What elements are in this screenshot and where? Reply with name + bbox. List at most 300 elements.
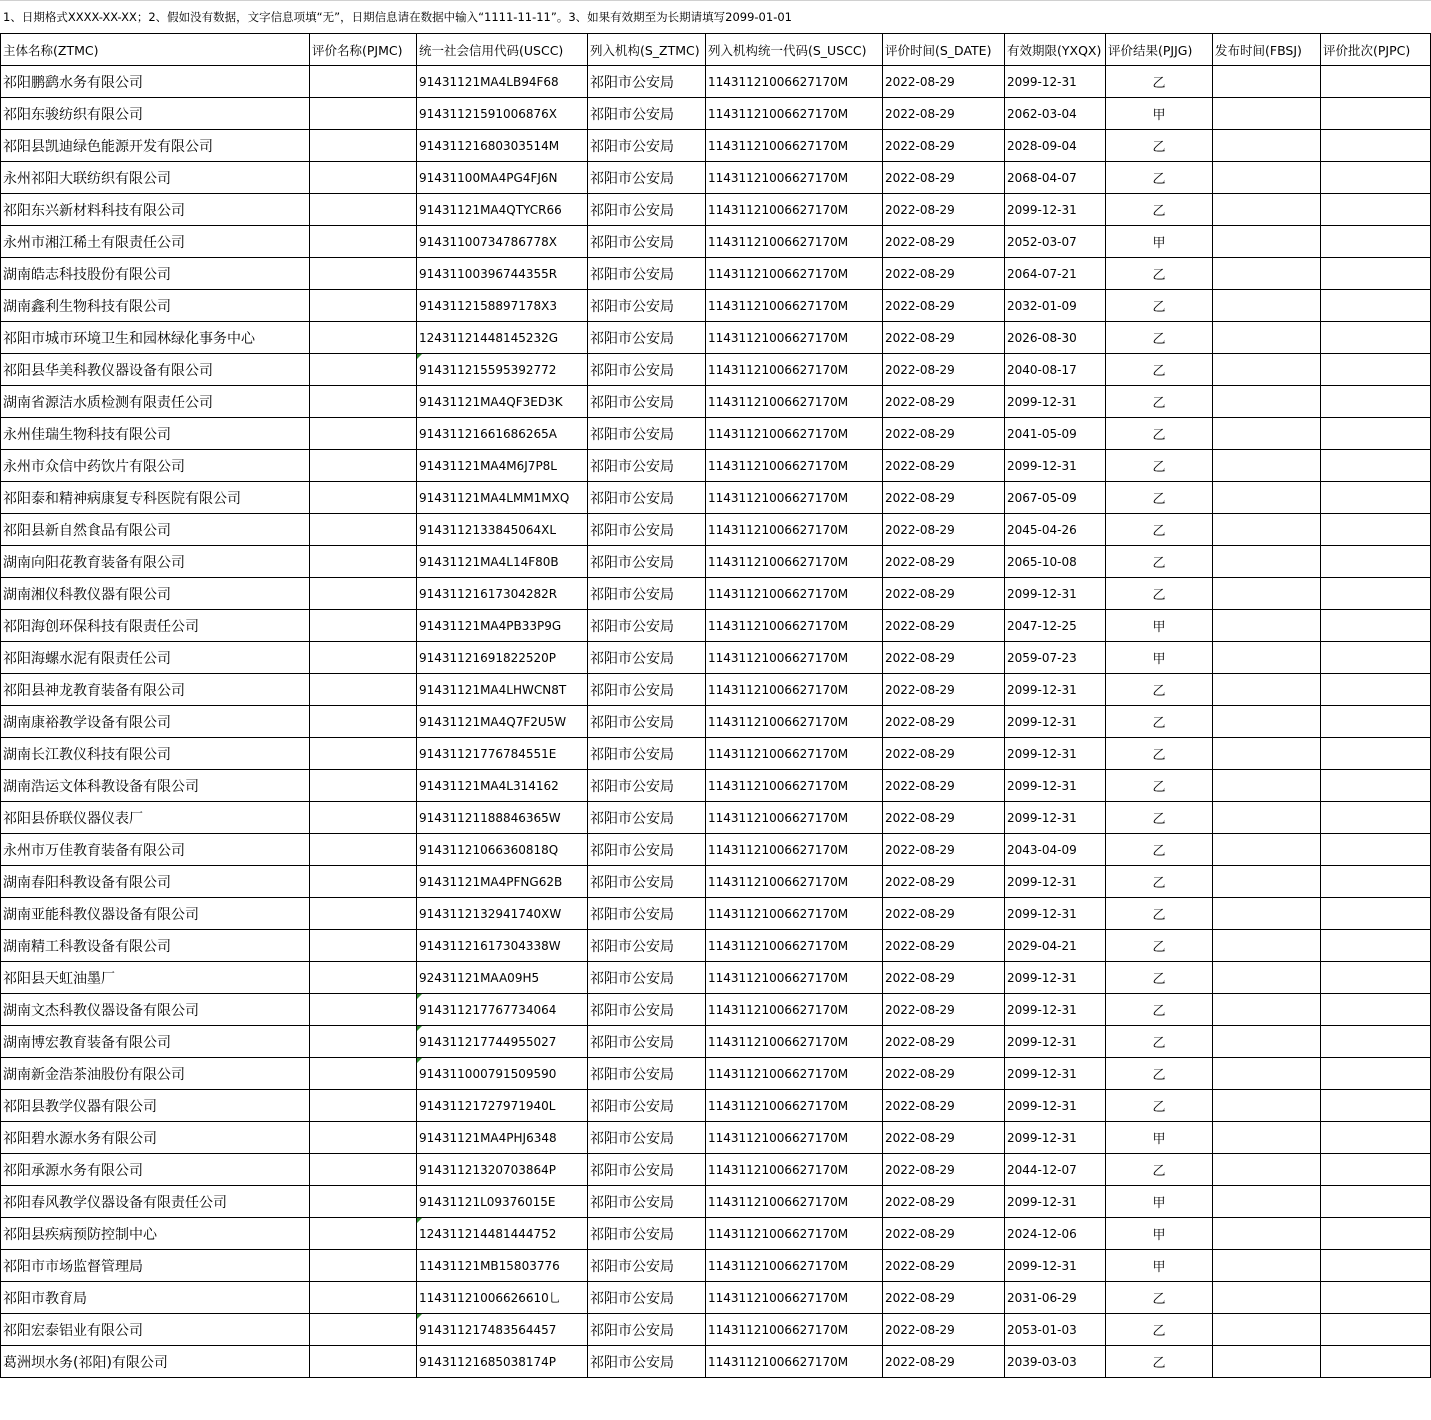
cell-evaluation-result[interactable]: 甲 <box>1106 642 1213 674</box>
cell-entity-name[interactable]: 湖南皓志科技股份有限公司 <box>1 258 310 290</box>
cell-listing-org[interactable]: 祁阳市公安局 <box>588 450 706 482</box>
cell-evaluation-date[interactable]: 2022-08-29 <box>883 610 1005 642</box>
cell-entity-name[interactable]: 湖南省源洁水质检测有限责任公司 <box>1 386 310 418</box>
cell-evaluation-batch[interactable] <box>1321 482 1431 514</box>
cell-evaluation-date[interactable]: 2022-08-29 <box>883 386 1005 418</box>
cell-evaluation-name[interactable] <box>310 898 417 930</box>
cell-evaluation-date[interactable]: 2022-08-29 <box>883 354 1005 386</box>
cell-credit-code[interactable]: 91431121MA4PB33P9G <box>417 610 588 642</box>
cell-evaluation-result[interactable]: 乙 <box>1106 770 1213 802</box>
cell-entity-name[interactable]: 祁阳县侨联仪器仪表厂 <box>1 802 310 834</box>
cell-validity[interactable]: 2059-07-23 <box>1005 642 1106 674</box>
cell-entity-name[interactable]: 祁阳海螺水泥有限责任公司 <box>1 642 310 674</box>
cell-evaluation-batch[interactable] <box>1321 1282 1431 1314</box>
cell-evaluation-result[interactable]: 乙 <box>1106 962 1213 994</box>
cell-evaluation-result[interactable]: 甲 <box>1106 610 1213 642</box>
cell-publish-time[interactable] <box>1213 354 1321 386</box>
cell-validity[interactable]: 2099-12-31 <box>1005 66 1106 98</box>
header-yxqx[interactable]: 有效期限(YXQX) <box>1005 34 1106 66</box>
cell-evaluation-name[interactable] <box>310 514 417 546</box>
cell-publish-time[interactable] <box>1213 1218 1321 1250</box>
cell-validity[interactable]: 2039-03-03 <box>1005 1346 1106 1378</box>
cell-publish-time[interactable] <box>1213 642 1321 674</box>
cell-evaluation-date[interactable]: 2022-08-29 <box>883 162 1005 194</box>
cell-validity[interactable]: 2099-12-31 <box>1005 450 1106 482</box>
cell-entity-name[interactable]: 祁阳县神龙教育装备有限公司 <box>1 674 310 706</box>
cell-listing-org[interactable]: 祁阳市公安局 <box>588 290 706 322</box>
cell-evaluation-name[interactable] <box>310 1186 417 1218</box>
cell-credit-code[interactable]: 91431121L09376015E <box>417 1186 588 1218</box>
cell-entity-name[interactable]: 湖南鑫利生物科技有限公司 <box>1 290 310 322</box>
cell-evaluation-date[interactable]: 2022-08-29 <box>883 1122 1005 1154</box>
cell-listing-org[interactable]: 祁阳市公安局 <box>588 1218 706 1250</box>
cell-listing-org[interactable]: 祁阳市公安局 <box>588 514 706 546</box>
cell-listing-org-code[interactable]: 11431121006627170M <box>706 386 883 418</box>
cell-validity[interactable]: 2099-12-31 <box>1005 1026 1106 1058</box>
cell-evaluation-result[interactable]: 甲 <box>1106 1250 1213 1282</box>
cell-evaluation-batch[interactable] <box>1321 610 1431 642</box>
cell-validity[interactable]: 2099-12-31 <box>1005 1090 1106 1122</box>
cell-entity-name[interactable]: 永州市万佳教育装备有限公司 <box>1 834 310 866</box>
cell-listing-org-code[interactable]: 11431121006627170M <box>706 514 883 546</box>
cell-evaluation-batch[interactable] <box>1321 162 1431 194</box>
header-s-uscc[interactable]: 列入机构统一代码(S_USCC) <box>706 34 883 66</box>
cell-evaluation-name[interactable] <box>310 418 417 450</box>
cell-evaluation-result[interactable]: 乙 <box>1106 866 1213 898</box>
cell-evaluation-date[interactable]: 2022-08-29 <box>883 1218 1005 1250</box>
cell-entity-name[interactable]: 湖南向阳花教育装备有限公司 <box>1 546 310 578</box>
cell-listing-org-code[interactable]: 11431121006627170M <box>706 418 883 450</box>
cell-validity[interactable]: 2099-12-31 <box>1005 1058 1106 1090</box>
cell-publish-time[interactable] <box>1213 1346 1321 1378</box>
cell-credit-code[interactable]: 11431121006626610乚 <box>417 1282 588 1314</box>
cell-listing-org[interactable]: 祁阳市公安局 <box>588 610 706 642</box>
cell-listing-org[interactable]: 祁阳市公安局 <box>588 866 706 898</box>
cell-publish-time[interactable] <box>1213 1058 1321 1090</box>
cell-listing-org[interactable]: 祁阳市公安局 <box>588 738 706 770</box>
instruction-note[interactable]: 1、日期格式XXXX-XX-XX；2、假如没有数据，文字信息项填“无”，日期信息请在数据中输入“1111-11-11”。3、如果有效期至为长期请填写2099-01-01 <box>0 0 1431 33</box>
cell-credit-code[interactable]: 9143112133845064XL <box>417 514 588 546</box>
cell-listing-org-code[interactable]: 11431121006627170M <box>706 802 883 834</box>
cell-validity[interactable]: 2099-12-31 <box>1005 386 1106 418</box>
cell-evaluation-result[interactable]: 乙 <box>1106 578 1213 610</box>
cell-listing-org[interactable]: 祁阳市公安局 <box>588 226 706 258</box>
cell-publish-time[interactable] <box>1213 386 1321 418</box>
cell-listing-org[interactable]: 祁阳市公安局 <box>588 674 706 706</box>
cell-evaluation-batch[interactable] <box>1321 418 1431 450</box>
cell-listing-org-code[interactable]: 11431121006627170M <box>706 1346 883 1378</box>
cell-credit-code[interactable]: 91431121MA4LMM1MXQ <box>417 482 588 514</box>
cell-listing-org[interactable]: 祁阳市公安局 <box>588 802 706 834</box>
cell-validity[interactable]: 2099-12-31 <box>1005 898 1106 930</box>
cell-entity-name[interactable]: 湖南亚能科教仪器设备有限公司 <box>1 898 310 930</box>
cell-evaluation-date[interactable]: 2022-08-29 <box>883 194 1005 226</box>
cell-listing-org-code[interactable]: 11431121006627170M <box>706 610 883 642</box>
cell-evaluation-name[interactable] <box>310 994 417 1026</box>
header-s-ztmc[interactable]: 列入机构(S_ZTMC) <box>588 34 706 66</box>
cell-credit-code[interactable]: 91431121MA4PFNG62B <box>417 866 588 898</box>
cell-evaluation-date[interactable]: 2022-08-29 <box>883 98 1005 130</box>
cell-evaluation-result[interactable]: 乙 <box>1106 1154 1213 1186</box>
cell-evaluation-name[interactable] <box>310 962 417 994</box>
cell-entity-name[interactable]: 湖南湘仪科教仪器有限公司 <box>1 578 310 610</box>
cell-validity[interactable]: 2028-09-04 <box>1005 130 1106 162</box>
cell-evaluation-result[interactable]: 乙 <box>1106 546 1213 578</box>
cell-publish-time[interactable] <box>1213 418 1321 450</box>
cell-evaluation-batch[interactable] <box>1321 770 1431 802</box>
cell-publish-time[interactable] <box>1213 674 1321 706</box>
cell-evaluation-batch[interactable] <box>1321 738 1431 770</box>
cell-listing-org[interactable]: 祁阳市公安局 <box>588 834 706 866</box>
cell-listing-org[interactable]: 祁阳市公安局 <box>588 578 706 610</box>
cell-validity[interactable]: 2099-12-31 <box>1005 674 1106 706</box>
cell-evaluation-result[interactable]: 乙 <box>1106 386 1213 418</box>
cell-evaluation-date[interactable]: 2022-08-29 <box>883 130 1005 162</box>
cell-publish-time[interactable] <box>1213 546 1321 578</box>
cell-evaluation-batch[interactable] <box>1321 962 1431 994</box>
cell-credit-code[interactable]: 9143112158897178X3 <box>417 290 588 322</box>
cell-evaluation-date[interactable]: 2022-08-29 <box>883 674 1005 706</box>
cell-validity[interactable]: 2062-03-04 <box>1005 98 1106 130</box>
cell-evaluation-date[interactable]: 2022-08-29 <box>883 66 1005 98</box>
cell-evaluation-name[interactable] <box>310 1282 417 1314</box>
cell-evaluation-result[interactable]: 乙 <box>1106 1090 1213 1122</box>
cell-evaluation-name[interactable] <box>310 258 417 290</box>
cell-listing-org-code[interactable]: 11431121006627170M <box>706 482 883 514</box>
cell-listing-org-code[interactable]: 11431121006627170M <box>706 322 883 354</box>
cell-evaluation-batch[interactable] <box>1321 130 1431 162</box>
cell-credit-code[interactable]: 124311214481444752 <box>417 1218 588 1250</box>
cell-evaluation-date[interactable]: 2022-08-29 <box>883 418 1005 450</box>
cell-listing-org[interactable]: 祁阳市公安局 <box>588 418 706 450</box>
cell-listing-org-code[interactable]: 11431121006627170M <box>706 194 883 226</box>
cell-evaluation-date[interactable]: 2022-08-29 <box>883 482 1005 514</box>
cell-validity[interactable]: 2099-12-31 <box>1005 994 1106 1026</box>
cell-validity[interactable]: 2026-08-30 <box>1005 322 1106 354</box>
cell-publish-time[interactable] <box>1213 770 1321 802</box>
cell-entity-name[interactable]: 湖南康裕教学设备有限公司 <box>1 706 310 738</box>
cell-publish-time[interactable] <box>1213 1282 1321 1314</box>
cell-listing-org[interactable]: 祁阳市公安局 <box>588 1090 706 1122</box>
cell-credit-code[interactable]: 91431100396744355R <box>417 258 588 290</box>
cell-evaluation-batch[interactable] <box>1321 322 1431 354</box>
cell-evaluation-result[interactable]: 乙 <box>1106 1058 1213 1090</box>
cell-credit-code[interactable]: 914311000791509590 <box>417 1058 588 1090</box>
cell-evaluation-result[interactable]: 乙 <box>1106 162 1213 194</box>
cell-publish-time[interactable] <box>1213 1090 1321 1122</box>
cell-credit-code[interactable]: 91431121MA4QF3ED3K <box>417 386 588 418</box>
cell-evaluation-result[interactable]: 甲 <box>1106 1218 1213 1250</box>
cell-entity-name[interactable]: 湖南春阳科教设备有限公司 <box>1 866 310 898</box>
cell-evaluation-batch[interactable] <box>1321 1250 1431 1282</box>
cell-evaluation-result[interactable]: 甲 <box>1106 1122 1213 1154</box>
cell-publish-time[interactable] <box>1213 994 1321 1026</box>
cell-entity-name[interactable]: 祁阳东兴新材料科技有限公司 <box>1 194 310 226</box>
cell-evaluation-name[interactable] <box>310 578 417 610</box>
cell-entity-name[interactable]: 祁阳县华美科教仪器设备有限公司 <box>1 354 310 386</box>
cell-evaluation-date[interactable]: 2022-08-29 <box>883 738 1005 770</box>
cell-listing-org-code[interactable]: 11431121006627170M <box>706 354 883 386</box>
cell-listing-org[interactable]: 祁阳市公安局 <box>588 1282 706 1314</box>
cell-evaluation-result[interactable]: 乙 <box>1106 738 1213 770</box>
cell-listing-org[interactable]: 祁阳市公安局 <box>588 706 706 738</box>
cell-validity[interactable]: 2099-12-31 <box>1005 770 1106 802</box>
cell-listing-org[interactable]: 祁阳市公安局 <box>588 162 706 194</box>
cell-entity-name[interactable]: 祁阳碧水源水务有限公司 <box>1 1122 310 1154</box>
cell-evaluation-batch[interactable] <box>1321 386 1431 418</box>
cell-validity[interactable]: 2099-12-31 <box>1005 1122 1106 1154</box>
cell-credit-code[interactable]: 91431121188846365W <box>417 802 588 834</box>
cell-credit-code[interactable]: 91431121320703864P <box>417 1154 588 1186</box>
cell-evaluation-result[interactable]: 乙 <box>1106 834 1213 866</box>
cell-publish-time[interactable] <box>1213 706 1321 738</box>
cell-validity[interactable]: 2052-03-07 <box>1005 226 1106 258</box>
cell-validity[interactable]: 2044-12-07 <box>1005 1154 1106 1186</box>
cell-evaluation-batch[interactable] <box>1321 802 1431 834</box>
cell-entity-name[interactable]: 祁阳县疾病预防控制中心 <box>1 1218 310 1250</box>
cell-evaluation-name[interactable] <box>310 130 417 162</box>
cell-evaluation-date[interactable]: 2022-08-29 <box>883 642 1005 674</box>
header-fbsj[interactable]: 发布时间(FBSJ) <box>1213 34 1321 66</box>
cell-validity[interactable]: 2099-12-31 <box>1005 866 1106 898</box>
cell-entity-name[interactable]: 祁阳鹏鹞水务有限公司 <box>1 66 310 98</box>
cell-entity-name[interactable]: 祁阳县凯迪绿色能源开发有限公司 <box>1 130 310 162</box>
cell-evaluation-name[interactable] <box>310 1346 417 1378</box>
cell-evaluation-result[interactable]: 乙 <box>1106 1314 1213 1346</box>
cell-credit-code[interactable]: 91431121685038174P <box>417 1346 588 1378</box>
cell-evaluation-result[interactable]: 乙 <box>1106 1282 1213 1314</box>
cell-evaluation-name[interactable] <box>310 1154 417 1186</box>
cell-evaluation-name[interactable] <box>310 1218 417 1250</box>
cell-entity-name[interactable]: 永州佳瑞生物科技有限公司 <box>1 418 310 450</box>
cell-evaluation-result[interactable]: 乙 <box>1106 290 1213 322</box>
cell-evaluation-date[interactable]: 2022-08-29 <box>883 1026 1005 1058</box>
cell-credit-code[interactable]: 91431100734786778X <box>417 226 588 258</box>
cell-evaluation-batch[interactable] <box>1321 898 1431 930</box>
cell-credit-code[interactable]: 914311217744955027 <box>417 1026 588 1058</box>
cell-evaluation-date[interactable]: 2022-08-29 <box>883 1314 1005 1346</box>
cell-credit-code[interactable]: 91431121MA4L314162 <box>417 770 588 802</box>
cell-evaluation-batch[interactable] <box>1321 258 1431 290</box>
cell-entity-name[interactable]: 祁阳海创环保科技有限责任公司 <box>1 610 310 642</box>
cell-evaluation-batch[interactable] <box>1321 450 1431 482</box>
cell-evaluation-result[interactable]: 乙 <box>1106 802 1213 834</box>
header-pjmc[interactable]: 评价名称(PJMC) <box>310 34 417 66</box>
cell-evaluation-batch[interactable] <box>1321 514 1431 546</box>
cell-credit-code[interactable]: 91431121591006876X <box>417 98 588 130</box>
cell-evaluation-date[interactable]: 2022-08-29 <box>883 1186 1005 1218</box>
cell-evaluation-batch[interactable] <box>1321 866 1431 898</box>
header-s-date[interactable]: 评价时间(S_DATE) <box>883 34 1005 66</box>
cell-listing-org[interactable]: 祁阳市公安局 <box>588 898 706 930</box>
cell-evaluation-date[interactable]: 2022-08-29 <box>883 770 1005 802</box>
cell-evaluation-result[interactable]: 乙 <box>1106 194 1213 226</box>
cell-evaluation-name[interactable] <box>310 482 417 514</box>
cell-evaluation-name[interactable] <box>310 450 417 482</box>
cell-evaluation-batch[interactable] <box>1321 66 1431 98</box>
cell-evaluation-result[interactable]: 乙 <box>1106 258 1213 290</box>
cell-publish-time[interactable] <box>1213 482 1321 514</box>
cell-evaluation-date[interactable]: 2022-08-29 <box>883 994 1005 1026</box>
cell-evaluation-name[interactable] <box>310 610 417 642</box>
cell-validity[interactable]: 2099-12-31 <box>1005 1250 1106 1282</box>
cell-evaluation-result[interactable]: 乙 <box>1106 514 1213 546</box>
cell-evaluation-result[interactable]: 乙 <box>1106 354 1213 386</box>
header-ztmc[interactable]: 主体名称(ZTMC) <box>1 34 310 66</box>
cell-listing-org[interactable]: 祁阳市公安局 <box>588 1186 706 1218</box>
cell-evaluation-result[interactable]: 乙 <box>1106 1346 1213 1378</box>
cell-listing-org-code[interactable]: 11431121006627170M <box>706 66 883 98</box>
cell-evaluation-result[interactable]: 乙 <box>1106 674 1213 706</box>
cell-evaluation-batch[interactable] <box>1321 1154 1431 1186</box>
cell-evaluation-result[interactable]: 乙 <box>1106 66 1213 98</box>
cell-credit-code[interactable]: 91431121680303514M <box>417 130 588 162</box>
cell-listing-org-code[interactable]: 11431121006627170M <box>706 1282 883 1314</box>
header-pjpc[interactable]: 评价批次(PJPC) <box>1321 34 1431 66</box>
cell-evaluation-date[interactable]: 2022-08-29 <box>883 930 1005 962</box>
cell-listing-org[interactable]: 祁阳市公安局 <box>588 1250 706 1282</box>
cell-listing-org[interactable]: 祁阳市公安局 <box>588 1154 706 1186</box>
cell-evaluation-name[interactable] <box>310 194 417 226</box>
cell-validity[interactable]: 2053-01-03 <box>1005 1314 1106 1346</box>
cell-credit-code[interactable]: 91431121MA4M6J7P8L <box>417 450 588 482</box>
cell-credit-code[interactable]: 91431121691822520P <box>417 642 588 674</box>
cell-evaluation-result[interactable]: 乙 <box>1106 930 1213 962</box>
cell-evaluation-batch[interactable] <box>1321 1218 1431 1250</box>
cell-entity-name[interactable]: 永州市湘江稀土有限责任公司 <box>1 226 310 258</box>
cell-listing-org-code[interactable]: 11431121006627170M <box>706 546 883 578</box>
cell-evaluation-name[interactable] <box>310 226 417 258</box>
cell-credit-code[interactable]: 91431121MA4LB94F68 <box>417 66 588 98</box>
cell-listing-org[interactable]: 祁阳市公安局 <box>588 1026 706 1058</box>
cell-validity[interactable]: 2068-04-07 <box>1005 162 1106 194</box>
cell-credit-code[interactable]: 91431121661686265A <box>417 418 588 450</box>
cell-listing-org[interactable]: 祁阳市公安局 <box>588 546 706 578</box>
cell-listing-org-code[interactable]: 11431121006627170M <box>706 866 883 898</box>
cell-credit-code[interactable]: 91431100MA4PG4FJ6N <box>417 162 588 194</box>
cell-evaluation-batch[interactable] <box>1321 354 1431 386</box>
cell-evaluation-date[interactable]: 2022-08-29 <box>883 322 1005 354</box>
cell-entity-name[interactable]: 湖南长江教仪科技有限公司 <box>1 738 310 770</box>
cell-listing-org-code[interactable]: 11431121006627170M <box>706 1090 883 1122</box>
cell-credit-code[interactable]: 91431121MA4PHJ6348 <box>417 1122 588 1154</box>
cell-entity-name[interactable]: 湖南新金浩茶油股份有限公司 <box>1 1058 310 1090</box>
cell-evaluation-date[interactable]: 2022-08-29 <box>883 290 1005 322</box>
cell-listing-org-code[interactable]: 11431121006627170M <box>706 1314 883 1346</box>
cell-listing-org-code[interactable]: 11431121006627170M <box>706 962 883 994</box>
cell-evaluation-name[interactable] <box>310 322 417 354</box>
cell-listing-org-code[interactable]: 11431121006627170M <box>706 738 883 770</box>
cell-listing-org-code[interactable]: 11431121006627170M <box>706 642 883 674</box>
cell-evaluation-date[interactable]: 2022-08-29 <box>883 546 1005 578</box>
cell-evaluation-date[interactable]: 2022-08-29 <box>883 706 1005 738</box>
cell-evaluation-result[interactable]: 乙 <box>1106 450 1213 482</box>
cell-evaluation-name[interactable] <box>310 1250 417 1282</box>
cell-entity-name[interactable]: 湖南博宏教育装备有限公司 <box>1 1026 310 1058</box>
cell-entity-name[interactable]: 葛洲坝水务(祁阳)有限公司 <box>1 1346 310 1378</box>
cell-listing-org-code[interactable]: 11431121006627170M <box>706 1250 883 1282</box>
cell-listing-org[interactable]: 祁阳市公安局 <box>588 258 706 290</box>
cell-publish-time[interactable] <box>1213 226 1321 258</box>
cell-evaluation-result[interactable]: 甲 <box>1106 1186 1213 1218</box>
header-pjjg[interactable]: 评价结果(PJJG) <box>1106 34 1213 66</box>
cell-publish-time[interactable] <box>1213 1026 1321 1058</box>
cell-evaluation-batch[interactable] <box>1321 642 1431 674</box>
cell-evaluation-name[interactable] <box>310 1026 417 1058</box>
cell-evaluation-batch[interactable] <box>1321 994 1431 1026</box>
cell-publish-time[interactable] <box>1213 1122 1321 1154</box>
cell-evaluation-batch[interactable] <box>1321 1058 1431 1090</box>
cell-evaluation-result[interactable]: 乙 <box>1106 1026 1213 1058</box>
cell-credit-code[interactable]: 91431121MA4Q7F2U5W <box>417 706 588 738</box>
cell-evaluation-date[interactable]: 2022-08-29 <box>883 1346 1005 1378</box>
cell-listing-org-code[interactable]: 11431121006627170M <box>706 1218 883 1250</box>
cell-listing-org-code[interactable]: 11431121006627170M <box>706 162 883 194</box>
cell-listing-org-code[interactable]: 11431121006627170M <box>706 290 883 322</box>
cell-entity-name[interactable]: 祁阳县新自然食品有限公司 <box>1 514 310 546</box>
cell-evaluation-name[interactable] <box>310 290 417 322</box>
cell-evaluation-batch[interactable] <box>1321 930 1431 962</box>
cell-entity-name[interactable]: 祁阳东骏纺织有限公司 <box>1 98 310 130</box>
cell-evaluation-batch[interactable] <box>1321 834 1431 866</box>
cell-publish-time[interactable] <box>1213 1314 1321 1346</box>
cell-listing-org-code[interactable]: 11431121006627170M <box>706 258 883 290</box>
cell-evaluation-name[interactable] <box>310 866 417 898</box>
cell-listing-org[interactable]: 祁阳市公安局 <box>588 322 706 354</box>
cell-validity[interactable]: 2099-12-31 <box>1005 802 1106 834</box>
cell-validity[interactable]: 2099-12-31 <box>1005 738 1106 770</box>
cell-credit-code[interactable]: 12431121448145232G <box>417 322 588 354</box>
cell-credit-code[interactable]: 92431121MAA09H5 <box>417 962 588 994</box>
cell-evaluation-date[interactable]: 2022-08-29 <box>883 834 1005 866</box>
cell-listing-org[interactable]: 祁阳市公安局 <box>588 354 706 386</box>
cell-evaluation-batch[interactable] <box>1321 226 1431 258</box>
cell-validity[interactable]: 2065-10-08 <box>1005 546 1106 578</box>
cell-evaluation-result[interactable]: 甲 <box>1106 98 1213 130</box>
cell-entity-name[interactable]: 祁阳县教学仪器有限公司 <box>1 1090 310 1122</box>
cell-listing-org-code[interactable]: 11431121006627170M <box>706 834 883 866</box>
cell-credit-code[interactable]: 91431121MA4QTYCR66 <box>417 194 588 226</box>
cell-publish-time[interactable] <box>1213 962 1321 994</box>
cell-evaluation-batch[interactable] <box>1321 1090 1431 1122</box>
cell-listing-org-code[interactable]: 11431121006627170M <box>706 1186 883 1218</box>
cell-credit-code[interactable]: 914311217767734064 <box>417 994 588 1026</box>
cell-validity[interactable]: 2099-12-31 <box>1005 962 1106 994</box>
cell-publish-time[interactable] <box>1213 930 1321 962</box>
cell-publish-time[interactable] <box>1213 98 1321 130</box>
cell-listing-org-code[interactable]: 11431121006627170M <box>706 706 883 738</box>
cell-evaluation-date[interactable]: 2022-08-29 <box>883 802 1005 834</box>
cell-entity-name[interactable]: 祁阳市城市环境卫生和园林绿化事务中心 <box>1 322 310 354</box>
header-uscc[interactable]: 统一社会信用代码(USCC) <box>417 34 588 66</box>
cell-evaluation-date[interactable]: 2022-08-29 <box>883 1154 1005 1186</box>
cell-evaluation-batch[interactable] <box>1321 1186 1431 1218</box>
cell-validity[interactable]: 2043-04-09 <box>1005 834 1106 866</box>
cell-listing-org-code[interactable]: 11431121006627170M <box>706 578 883 610</box>
cell-evaluation-date[interactable]: 2022-08-29 <box>883 450 1005 482</box>
cell-entity-name[interactable]: 祁阳承源水务有限公司 <box>1 1154 310 1186</box>
cell-publish-time[interactable] <box>1213 162 1321 194</box>
cell-entity-name[interactable]: 祁阳市市场监督管理局 <box>1 1250 310 1282</box>
cell-evaluation-batch[interactable] <box>1321 290 1431 322</box>
cell-validity[interactable]: 2041-05-09 <box>1005 418 1106 450</box>
cell-validity[interactable]: 2067-05-09 <box>1005 482 1106 514</box>
cell-publish-time[interactable] <box>1213 66 1321 98</box>
cell-validity[interactable]: 2040-08-17 <box>1005 354 1106 386</box>
cell-evaluation-name[interactable] <box>310 642 417 674</box>
cell-evaluation-batch[interactable] <box>1321 194 1431 226</box>
cell-publish-time[interactable] <box>1213 898 1321 930</box>
